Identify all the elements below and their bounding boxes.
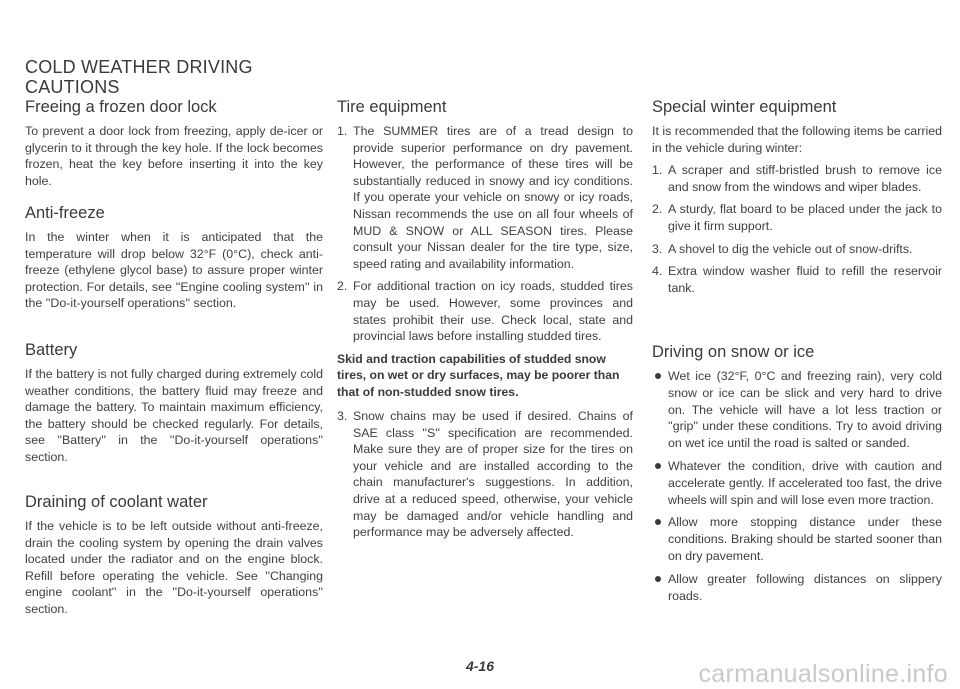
equipment-list [652, 162, 942, 296]
section-driving-snow-ice [652, 342, 942, 610]
list-item: Wet ice (32°F, 0°C and freezing rain), very cold snow or ice can be slick and very hard to drive on. The vehicle will have a lot less traction or ''grip'' under these conditions. Try to avoid driving on wet ice until the road is salted or sanded. [652, 368, 942, 452]
bullet-icon [655, 373, 661, 379]
section-battery [25, 340, 323, 466]
list-item: 1. A scraper and stiff-bristled brush to remove ice and snow from the windows and wiper blades. [652, 163, 942, 194]
list-item: Whatever the condition, drive with caution and accelerate gently. If accelerated too fast, the drive wheels will spin and will lose even more traction. [652, 458, 942, 508]
section-coolant [25, 492, 323, 618]
section-text: In the winter when it is anticipated that the temperature will drop below 32°F (0°C), check anti-freeze (ethylene glycol base) to assure proper winter protection. For details, see ''Engine cooling system'' in the ''Do-it-yourself operations'' section. [25, 230, 323, 311]
list-item: Allow greater following distances on slippery roads. [652, 571, 942, 605]
list-item: 2. For additional traction on icy roads, studded tires may be used. However, some provinces and states prohibit their use. Check local, state and provincial laws before installing studded tires. [337, 279, 633, 344]
watermark: carmanualsonline.info [698, 660, 948, 688]
list-item: 3. Snow chains may be used if desired. Chains of SAE class ''S'' specification are recommended. Make sure they are of proper size for the tires on your vehicle and are installed according to the chain manufacturer's suggestions. In addition, drive at a reduced speed, otherwise, your vehicle may be damaged and/or vehicle handling and performance may be adversely affected. [337, 408, 633, 540]
bullet-icon [655, 576, 661, 582]
section-tire-equipment [337, 97, 633, 547]
section-heading: Battery [25, 341, 78, 359]
tire-list [337, 123, 633, 345]
section-heading: Tire equipment [337, 98, 447, 116]
list-item: 4. Extra window washer fluid to refill the reservoir tank. [652, 264, 942, 295]
list-item: 3. A shovel to dig the vehicle out of snow-drifts. [652, 241, 913, 256]
section-text: If the battery is not fully charged during extremely cold weather conditions, the battery fluid may freeze and damage the battery. To maintain maximum efficiency, the battery should be checked regularly. For details, see ''Battery'' in the ''Do-it-yourself operations'' section. [25, 367, 323, 464]
section-antifreeze [25, 203, 323, 312]
list-item: 2. A sturdy, flat board to be placed under the jack to give it firm support. [652, 202, 942, 233]
list-item: Allow more stopping distance under these conditions. Braking should be started sooner than on dry pavement. [652, 514, 942, 564]
section-text: If the vehicle is to be left outside without anti-freeze, drain the cooling system by opening the drain valves located under the radiator and on the engine block. Refill before operating the vehicle. See ''Changing engine coolant'' in the ''Do-it-yourself operations'' section. [25, 519, 323, 616]
section-heading: Anti-freeze [25, 204, 105, 222]
snow-ice-list [652, 368, 942, 604]
bullet-icon [655, 519, 661, 525]
section-text: To prevent a door lock from freezing, apply de-icer or glycerin to it through the key hole. If the lock becomes frozen, heat the key before inserting it into the key hole. [25, 124, 323, 188]
studded-tire-note: Skid and traction capabilities of studded snow tires, on wet or dry surfaces, may be poorer than that of non-studded snow tires. [337, 351, 620, 399]
section-heading: Special winter equipment [652, 98, 837, 116]
section-heading: Draining of coolant water [25, 493, 208, 511]
section-intro: It is recommended that the following items be carried in the vehicle during winter: [652, 124, 942, 155]
page-number: 4-16 [465, 658, 495, 674]
page-title: COLD WEATHER DRIVING CAUTIONS [25, 57, 253, 97]
tire-list-continued [337, 408, 633, 541]
section-frozen-lock [25, 97, 323, 189]
section-heading: Freeing a frozen door lock [25, 98, 217, 116]
list-item: 1. The SUMMER tires are of a tread design to provide superior performance on dry pavement. However, the performance of these tires will be substantially reduced in snowy and icy conditions. If you operate your vehicle on snowy or icy roads, Nissan recommends the use on all four wheels of MUD & SNOW or ALL SEASON tires. Please consult your Nissan dealer for the tire type, size, speed rating and availability information. [337, 124, 633, 271]
bullet-icon [655, 463, 661, 469]
section-special-winter-equipment [652, 97, 942, 302]
section-heading: Driving on snow or ice [652, 343, 815, 361]
